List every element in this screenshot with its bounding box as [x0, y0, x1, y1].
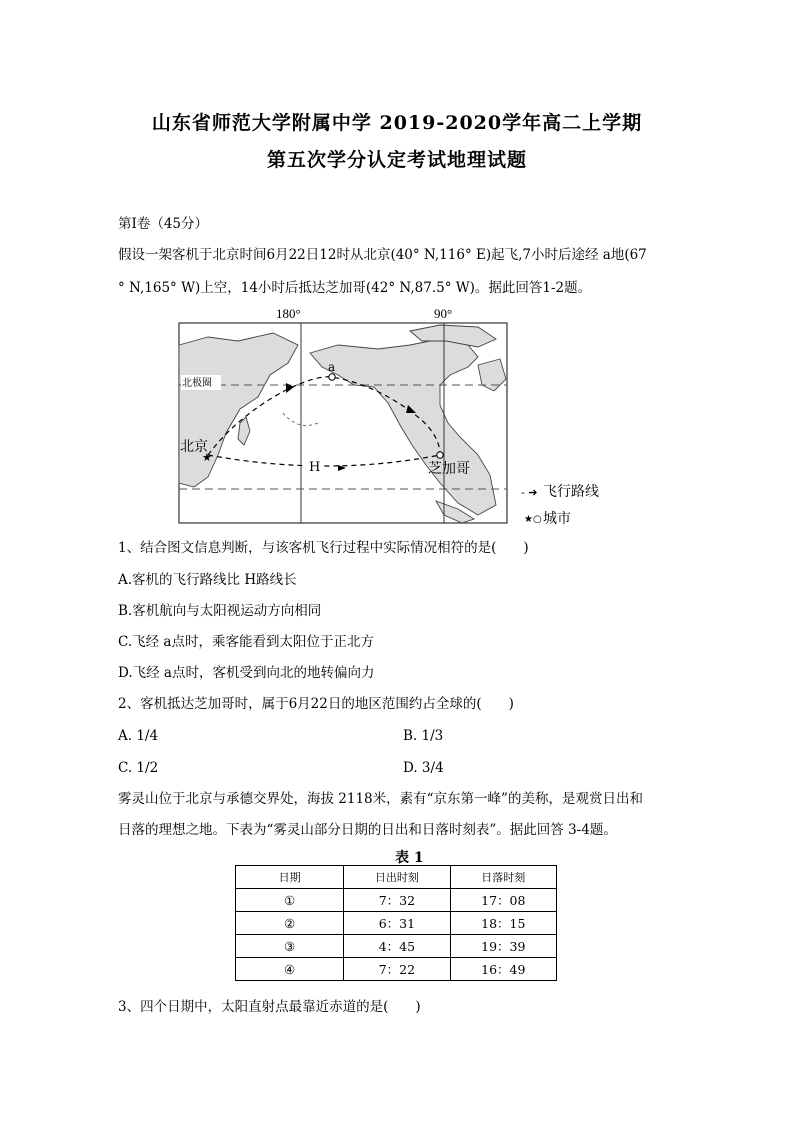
question1-stem: 1、结合图文信息判断，与该客机飞行过程中实际情况相符的是( ) [118, 540, 529, 556]
table-row [236, 912, 557, 935]
cell-sunset: 18：15 [450, 912, 556, 935]
table-row [236, 935, 557, 958]
legend-route-symbol: - ➔ [521, 486, 538, 499]
arctic-circle-label: 北极圈 [182, 378, 212, 389]
passage2-line1: 雾灵山位于北京与承德交界处，海拔 2118米，素有“京东第一峰”的美称，是观赏日出和 [118, 791, 643, 807]
cell-date: ① [236, 889, 344, 912]
header-sunrise: 日出时刻 [344, 866, 450, 889]
question1-option-d: D.飞经 a点时，客机受到向北的地转偏向力 [118, 665, 375, 681]
question3-stem: 3、四个日期中，太阳直射点最靠近赤道的是( ) [118, 999, 421, 1015]
passage2-line2: 日落的理想之地。下表为“雾灵山部分日期的日出和日落时刻表”。据此回答 3-4题。 [118, 822, 617, 838]
lon-180-label: 180° [276, 306, 301, 321]
legend-city-symbol: ★○ [524, 514, 542, 525]
doc-title-line2: 第五次学分认定考试地理试题 [266, 149, 527, 171]
cell-sunset: 17：08 [450, 889, 556, 912]
doc-title-line1: 山东省师范大学附属中学 2019-2020学年高二上学期 [151, 112, 643, 134]
cell-date: ③ [236, 935, 344, 958]
beijing-label: 北京 [180, 439, 208, 455]
passage1-line1: 假设一架客机于北京时间6月22日12时从北京(40° N,116° E)起飞,7小时后途经 a地(67 [118, 247, 647, 263]
cell-sunset: 16：49 [450, 958, 556, 981]
question2-option-a: A. 1/4 [118, 728, 159, 744]
cell-sunrise: 6：31 [344, 912, 450, 935]
question1-option-b: B.客机航向与太阳视运动方向相同 [118, 603, 322, 619]
cell-sunset: 19：39 [450, 935, 556, 958]
cell-sunrise: 7：32 [344, 889, 450, 912]
section-heading: 第Ⅰ卷（45分） [118, 216, 209, 232]
cell-sunrise: 7：22 [344, 958, 450, 981]
lon-90-label: 90° [434, 306, 453, 321]
cell-date: ④ [236, 958, 344, 981]
cell-sunrise: 4：45 [344, 935, 450, 958]
question2-stem: 2、客机抵达芝加哥时，属于6月22日的地区范围约占全球的( ) [118, 696, 514, 712]
header-date: 日期 [236, 866, 344, 889]
question1-option-c: C.飞经 a点时，乘客能看到太阳位于正北方 [118, 634, 374, 650]
beijing-star-icon: ★ [202, 451, 212, 464]
header-sunset: 日落时刻 [450, 866, 556, 889]
legend-route-label: 飞行路线 [543, 484, 599, 500]
question1-option-a: A.客机的飞行路线比 H路线长 [118, 572, 297, 588]
sunrise-sunset-table [235, 865, 557, 981]
cell-date: ② [236, 912, 344, 935]
chicago-marker [437, 452, 443, 458]
question2-option-b: B. 1/3 [403, 728, 444, 744]
point-a-marker [329, 374, 335, 380]
chicago-label: 芝加哥 [428, 461, 470, 477]
passage1-line2: ° N,165° W)上空，14小时后抵达芝加哥(42° N,87.5° W)。据此回答1-2题。 [118, 280, 592, 296]
table-row [236, 889, 557, 912]
table-caption: 表 1 [395, 850, 424, 866]
flight-route-map [178, 305, 618, 527]
h-route-label: H [309, 460, 321, 475]
question2-option-d: D. 3/4 [403, 760, 444, 776]
question2-option-c: C. 1/2 [118, 760, 159, 776]
legend-city-label: 城市 [543, 511, 571, 527]
table-row [236, 958, 557, 981]
table-header-row [236, 866, 557, 889]
point-a-label: a [328, 360, 336, 374]
